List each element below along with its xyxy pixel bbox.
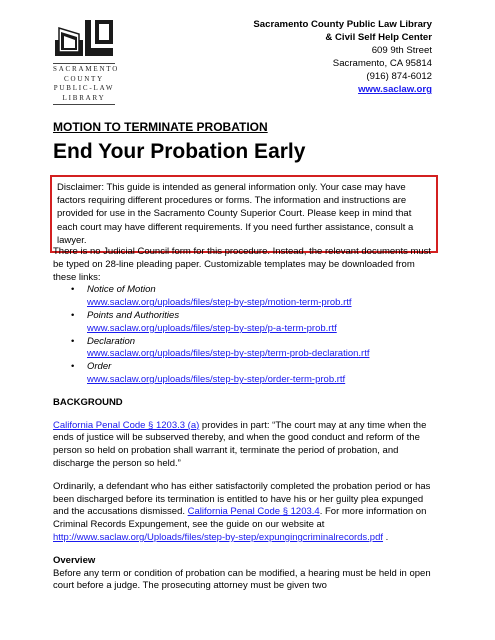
logo-line-1: SACRAMENTO [53,65,120,73]
template-link[interactable]: www.saclaw.org/uploads/files/step-by-step/term-prob-declaration.rtf [87,348,370,360]
template-name: Points and Authorities [87,309,180,321]
list-item: • Declaration www.saclaw.org/uploads/files/step-by-step/term-prob-declaration.rtf [71,335,370,360]
list-item: • Points and Authorities www.saclaw.org/uploads/files/step-by-step/p-a-term-prob.rtf [71,309,337,334]
city: Sacramento, CA 95814 [332,58,432,69]
penal-code-1203-4-link[interactable]: California Penal Code § 1203.4 [187,506,320,518]
intro-paragraph: There is no Judicial Council form for this procedure. Instead, the relevant documents must be typed on 28-line pleading paper. Customizable templates may be downloaded from these links: [53,246,432,283]
template-name: Order [87,361,112,373]
motion-title: MOTION TO TERMINATE PROBATION [53,120,268,134]
document-body [53,246,433,593]
template-name: Declaration [87,335,136,347]
penal-code-1203-3-link[interactable]: California Penal Code § 1203.3 (a) [53,419,200,431]
logo-line-2: COUNTY [64,74,104,83]
logo-line-3: PUBLIC-LAW [53,84,115,92]
page-title: End Your Probation Early [53,140,306,163]
expungement-guide-link[interactable]: http://www.saclaw.org/Uploads/files/step-by-step/expungingcriminalrecords.pdf [53,531,384,543]
book-logo-icon [53,18,115,60]
library-logo [53,18,115,60]
disclaimer-box [50,175,438,253]
street: 609 9th Street [371,45,432,56]
logo-line-4: LIBRARY [62,93,106,102]
library-subname: & Civil Self Help Center [325,32,432,43]
template-link[interactable]: www.saclaw.org/uploads/files/step-by-step/order-term-prob.rtf [87,373,346,385]
website-link[interactable]: www.saclaw.org [358,84,432,95]
overview-heading: Overview [53,554,96,566]
background-heading: BACKGROUND [53,396,123,408]
list-item: • Order www.saclaw.org/uploads/files/step-by-step/order-term-prob.rtf [71,361,346,385]
logo-text [53,62,120,106]
template-name: Notice of Motion [87,284,156,296]
disclaimer-text: Disclaimer: This guide is intended as general information only. Your case may have factors requiring different procedures or forms. The information and instructions are provided for use in the Sacramento County Superior Court. Please keep in mind that each court may have different requirements. If you need further assistance, consult a lawyer. [57,182,414,246]
overview-text: Before any term or condition of probation can be modified, a hearing must be held in open court before a judge. The prosecuting attorney must be given two [53,567,431,592]
template-link[interactable]: www.saclaw.org/uploads/files/step-by-step/p-a-term-prob.rtf [87,322,337,334]
library-name: Sacramento County Public Law Library [253,19,432,30]
template-link[interactable]: www.saclaw.org/uploads/files/step-by-step/motion-term-prob.rtf [87,297,352,309]
library-address [253,18,432,96]
background-paragraph-1: California Penal Code § 1203.3 (a) provides in part: “The court may at any time when the ends of justice will be subserved thereby, and when the good conduct and reform of the person so held on probation shall warrant it, terminate the period of probation, and discharge the person so held.” [53,419,427,469]
list-item: • Notice of Motion www.saclaw.org/uploads/files/step-by-step/motion-term-prob.rtf [71,284,352,309]
background-paragraph-2: Ordinarily, a defendant who has either satisfactorily completed the probation period or has been discharged before its termination is entitled to have his or her guilty plea expunged and the accusations dismissed. California Penal Code § 1203.4. For more information on Criminal Records Expungement, see the guide on our website at http://www.saclaw.org/Uploads/files/step-by-step/expungingcriminalrecords.pdf . [53,480,431,543]
phone: (916) 874-6012 [366,71,432,82]
template-list [53,284,433,386]
